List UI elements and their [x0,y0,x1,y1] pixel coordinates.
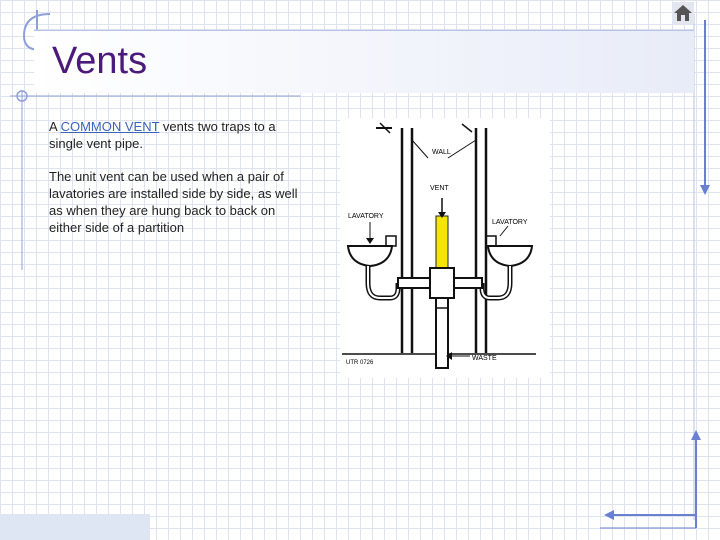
wall-label: WALL [432,149,451,156]
slide-body [49,118,311,252]
home-button[interactable] [672,2,694,24]
home-icon [672,2,694,24]
diagram-code: UTR 0726 [346,360,374,366]
unit-vent-diagram [340,118,550,378]
paragraph-unit-vent: The unit vent can be used when a pair of lavatories are installed side by side, as well as when they are hung back to back on either side of a partition [49,169,298,235]
vent-label: VENT [430,185,449,192]
paragraph-common-vent: A COMMON VENT vents two traps to a single vent pipe. [49,119,276,151]
lavatory-left-label: LAVATORY [348,213,384,220]
slide-title: Vents [52,40,148,82]
footer-band [0,514,150,540]
lavatory-right-label: LAVATORY [492,219,528,226]
waste-label: WASTE [472,355,497,362]
common-vent-link[interactable]: COMMON VENT [60,119,160,134]
